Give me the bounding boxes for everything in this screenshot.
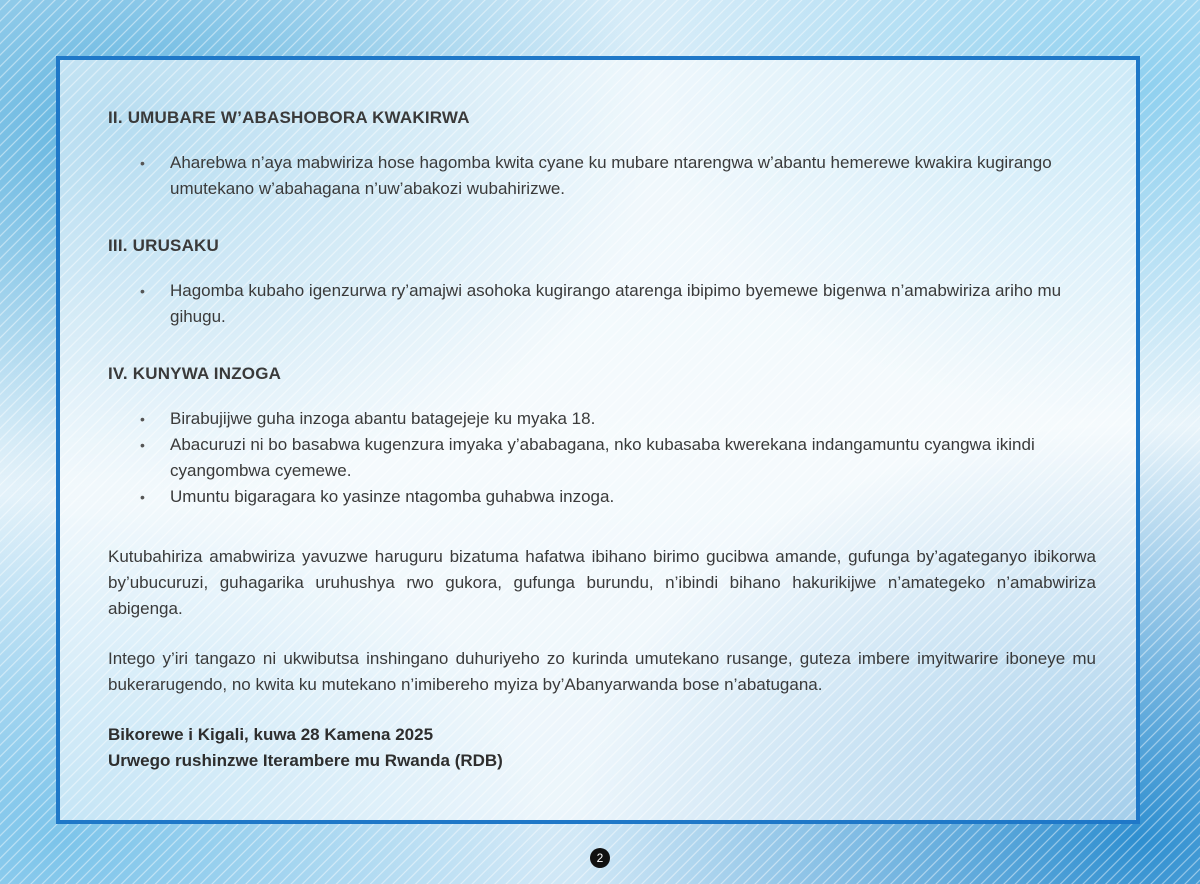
bullet-icon: • — [140, 283, 145, 299]
bullet-text: Birabujijwe guha inzoga abantu batagejeje ku myaka 18. — [170, 409, 596, 428]
bullet-text: Aharebwa n’aya mabwiriza hose hagomba kwita cyane ku mubare ntarengwa w’abantu hemerewe kwakira kugirango umutekano w’abahagana n’uw’abakozi wubahirizwe. — [170, 153, 1052, 198]
bullet-icon: • — [140, 437, 145, 453]
list-item — [108, 150, 1096, 202]
capacity-bullets — [108, 150, 1096, 202]
section-heading-noise: III. URUSAKU — [108, 236, 220, 255]
bullet-icon: • — [140, 155, 145, 171]
noise-bullets — [108, 278, 1096, 330]
list-item — [108, 484, 1096, 510]
signature-organization: Urwego rushinzwe Iterambere mu Rwanda (RDB) — [108, 751, 503, 770]
bullet-icon: • — [140, 489, 145, 505]
document-frame — [56, 56, 1140, 824]
alcohol-bullets — [108, 406, 1096, 510]
list-item — [108, 278, 1096, 330]
signature-place-date: Bikorewe i Kigali, kuwa 28 Kamena 2025 — [108, 725, 434, 744]
section-heading-alcohol: IV. KUNYWA INZOGA — [108, 364, 282, 383]
list-item — [108, 432, 1096, 484]
bullet-text: Abacuruzi ni bo basabwa kugenzura imyaka y’ababagana, nko kubasaba kwerekana indangamuntu cyangwa ikindi cyangombwa cyemewe. — [170, 435, 1035, 480]
bullet-text: Umuntu bigaragara ko yasinze ntagomba guhabwa inzoga. — [170, 487, 615, 506]
document-content — [108, 108, 1096, 774]
list-item — [108, 406, 1096, 432]
bullet-text: Hagomba kubaho igenzurwa ry’amajwi asohoka kugirango atarenga ibipimo byemewe bigenwa n’amabwiriza ariho mu gihugu. — [170, 281, 1062, 326]
purpose-paragraph: Intego y’iri tangazo ni ukwibutsa inshingano duhuriyeho zo kurinda umutekano rusange, guteza imbere imyitwarire iboneye mu bukerarugendo, no kwita ku mutekano n’imibereho myiza by’Abanyarwanda bose n’abatugana. — [108, 649, 1096, 694]
bullet-icon: • — [140, 411, 145, 427]
section-heading-capacity: II. UMUBARE W’ABASHOBORA KWAKIRWA — [108, 108, 470, 127]
penalties-paragraph: Kutubahiriza amabwiriza yavuzwe haruguru bizatuma hafatwa ibihano birimo gucibwa amande, gufunga by’agateganyo ibikorwa by’ubucuruzi, guhagarika uruhushya rwo gukora, gufunga burundu, n’ibindi bihano hakurikijwe n’amategeko n’amabwiriza abigenga. — [108, 547, 1096, 618]
page-number: 2 — [590, 848, 610, 868]
